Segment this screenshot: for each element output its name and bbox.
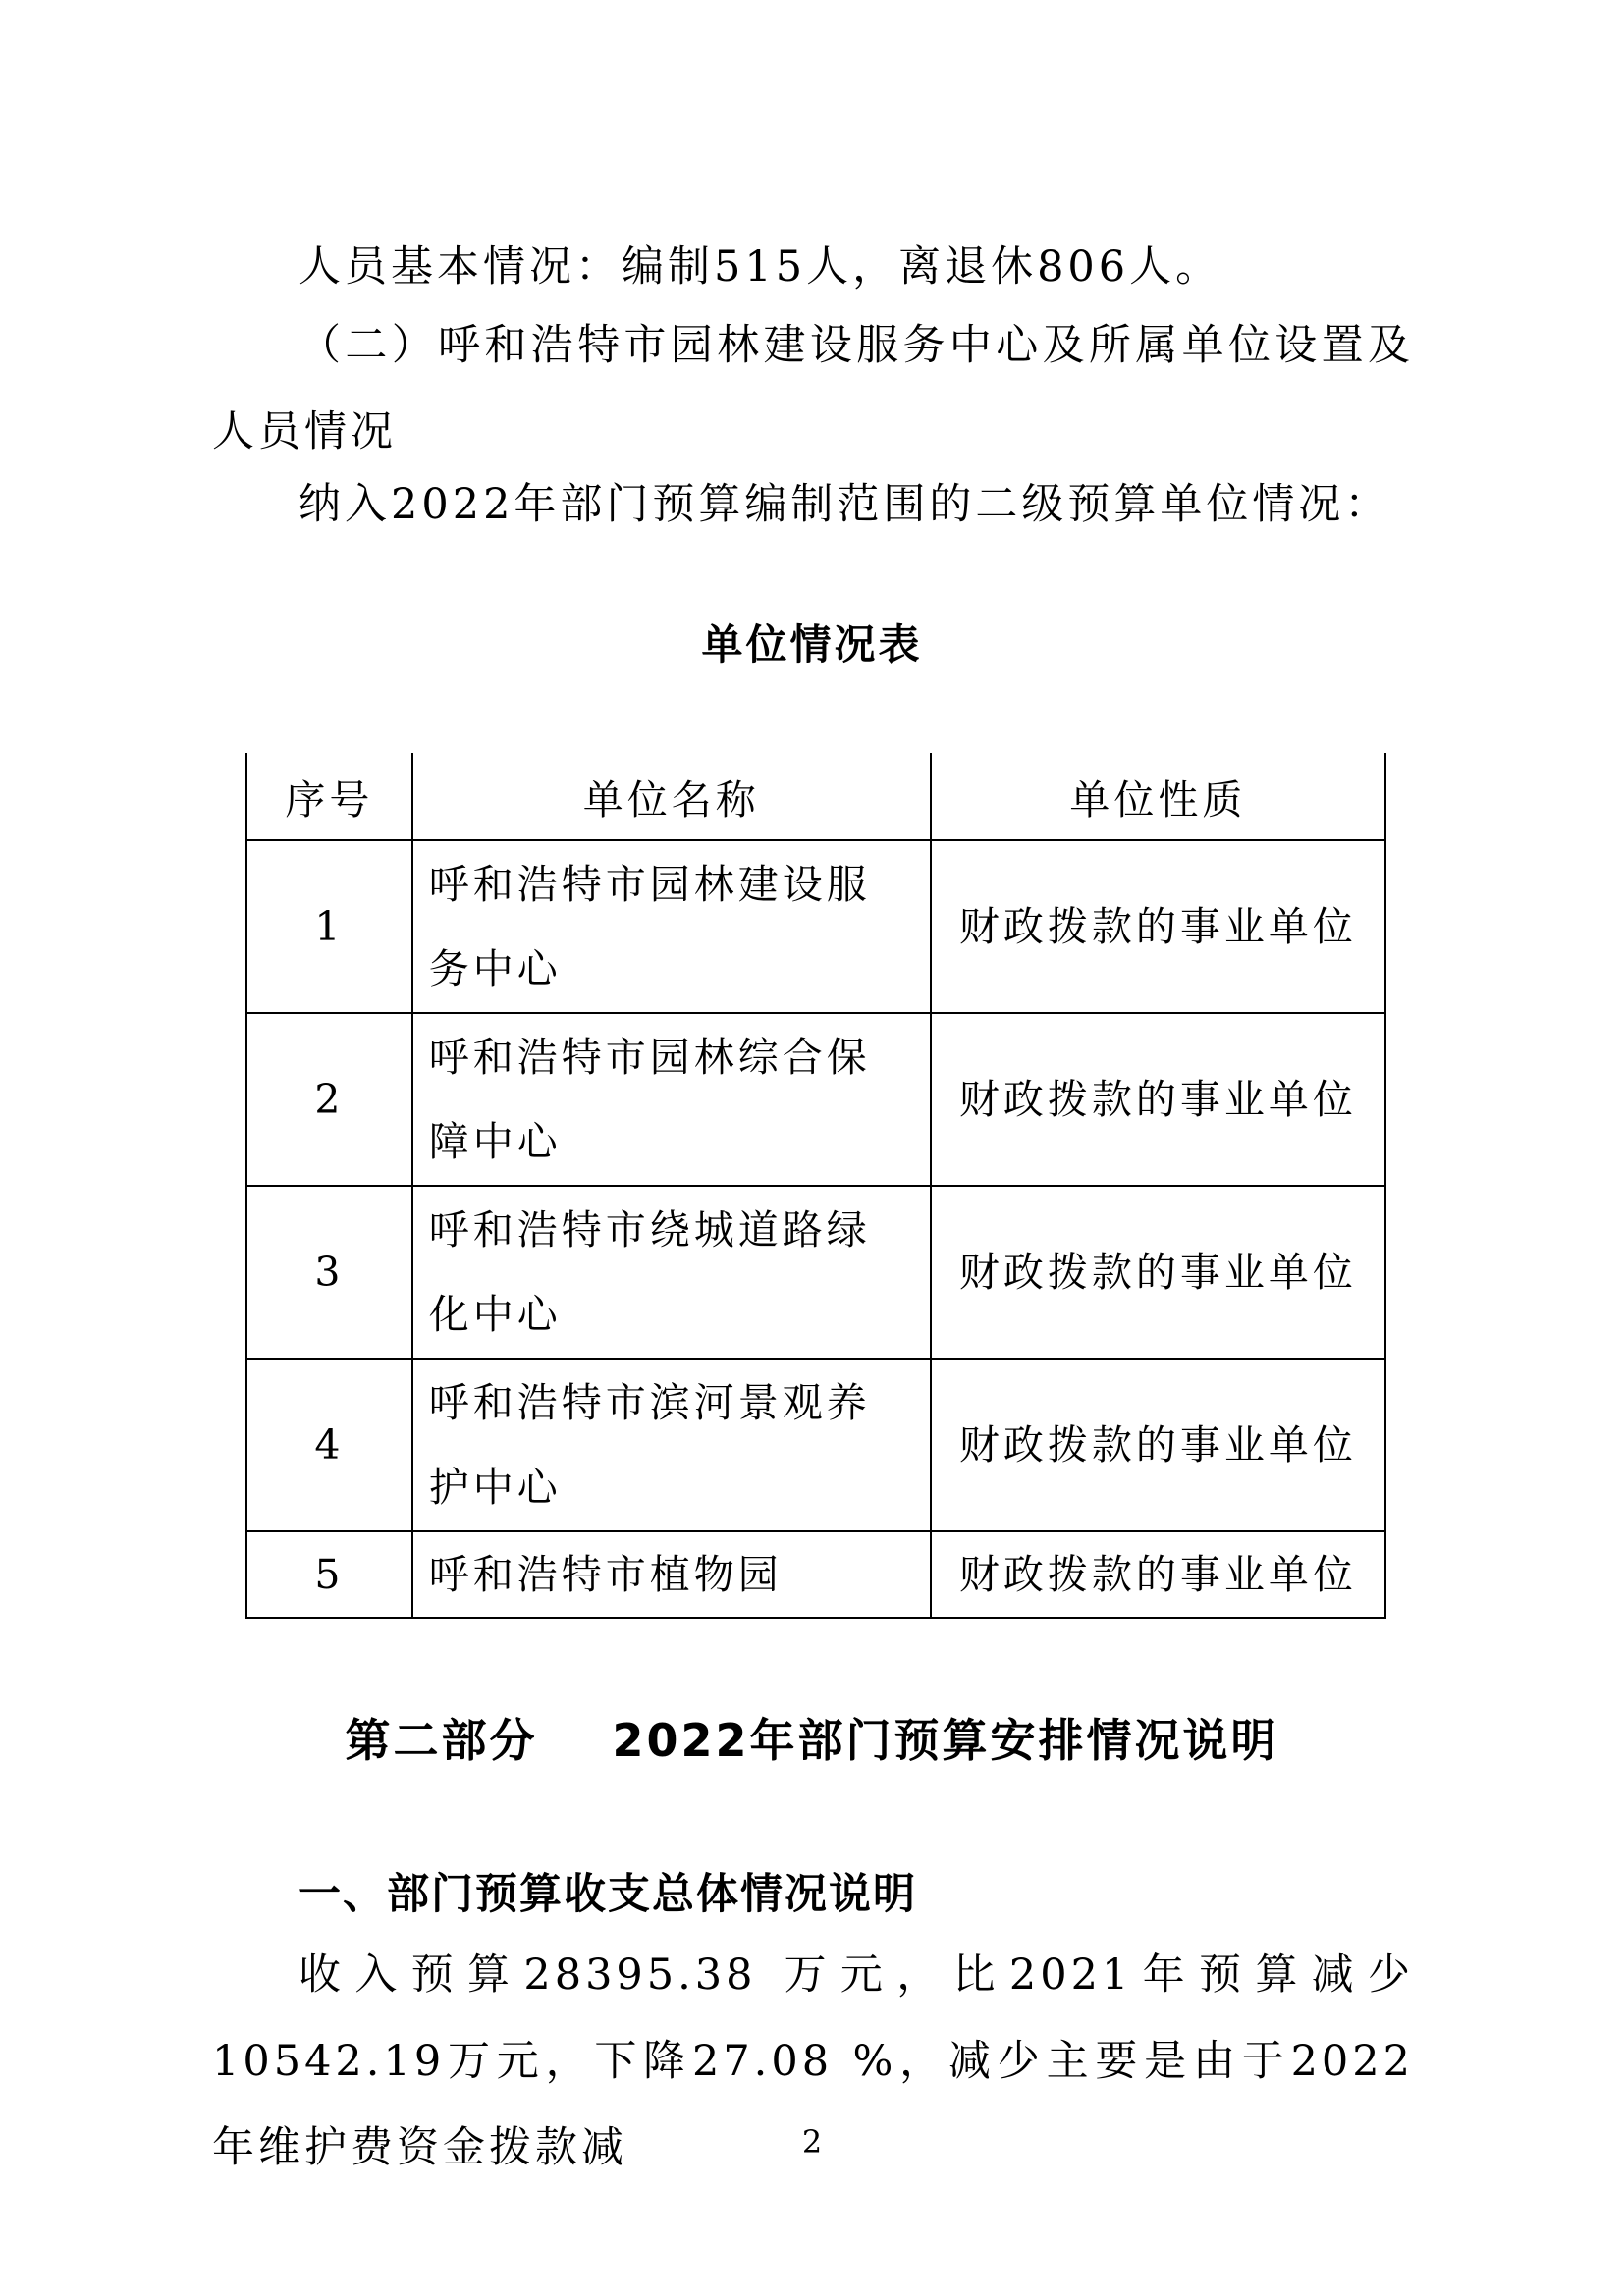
table-row	[246, 840, 1385, 1013]
unit-table	[245, 753, 1386, 1619]
scope-intro-paragraph: 纳入2022年部门预算编制范围的二级预算单位情况：	[298, 480, 1391, 529]
header-unit-name: 单位名称	[412, 753, 931, 840]
row-unit-nature: 财政拨款的事业单位	[931, 1359, 1385, 1531]
row-unit-nature: 财政拨款的事业单位	[931, 1186, 1385, 1359]
table-row	[246, 1359, 1385, 1531]
row-unit-name: 呼和浩特市绕城道路绿化中心	[412, 1186, 931, 1359]
row-number: 2	[246, 1013, 412, 1186]
row-number: 5	[246, 1531, 412, 1618]
section-heading: 一、部门预算收支总体情况说明	[298, 1870, 917, 1919]
row-unit-name: 呼和浩特市园林建设服务中心	[412, 840, 931, 1013]
budget-paragraph: 收入预算28395.38 万元，比2021年预算减少10542.19万元，下降27.08 %，减少主要是由于2022年维护费资金拨款减	[212, 1950, 1414, 2172]
header-number: 序号	[246, 753, 412, 840]
table-row	[246, 1013, 1385, 1186]
row-unit-name: 呼和浩特市植物园	[412, 1531, 931, 1618]
row-unit-name: 呼和浩特市园林综合保障中心	[412, 1013, 931, 1186]
table-title: 单位情况表	[701, 620, 923, 668]
row-unit-nature: 财政拨款的事业单位	[931, 840, 1385, 1013]
row-number: 1	[246, 840, 412, 1013]
table-row	[246, 1531, 1385, 1618]
staff-info-paragraph: 人员基本情况：编制515人，离退休806人。	[298, 242, 1222, 292]
page-number: 2	[801, 2123, 823, 2161]
table-row	[246, 1186, 1385, 1359]
header-unit-nature: 单位性质	[931, 753, 1385, 840]
row-unit-name: 呼和浩特市滨河景观养护中心	[412, 1359, 931, 1531]
row-number: 3	[246, 1186, 412, 1359]
row-unit-nature: 财政拨款的事业单位	[931, 1013, 1385, 1186]
row-number: 4	[246, 1359, 412, 1531]
table-header-row	[246, 753, 1385, 840]
part-title: 第二部分 2022年部门预算安排情况说明	[345, 1714, 1279, 1767]
row-unit-nature: 财政拨款的事业单位	[931, 1531, 1385, 1618]
subsection-title: （二）呼和浩特市园林建设服务中心及所属单位设置及人员情况	[212, 321, 1414, 456]
